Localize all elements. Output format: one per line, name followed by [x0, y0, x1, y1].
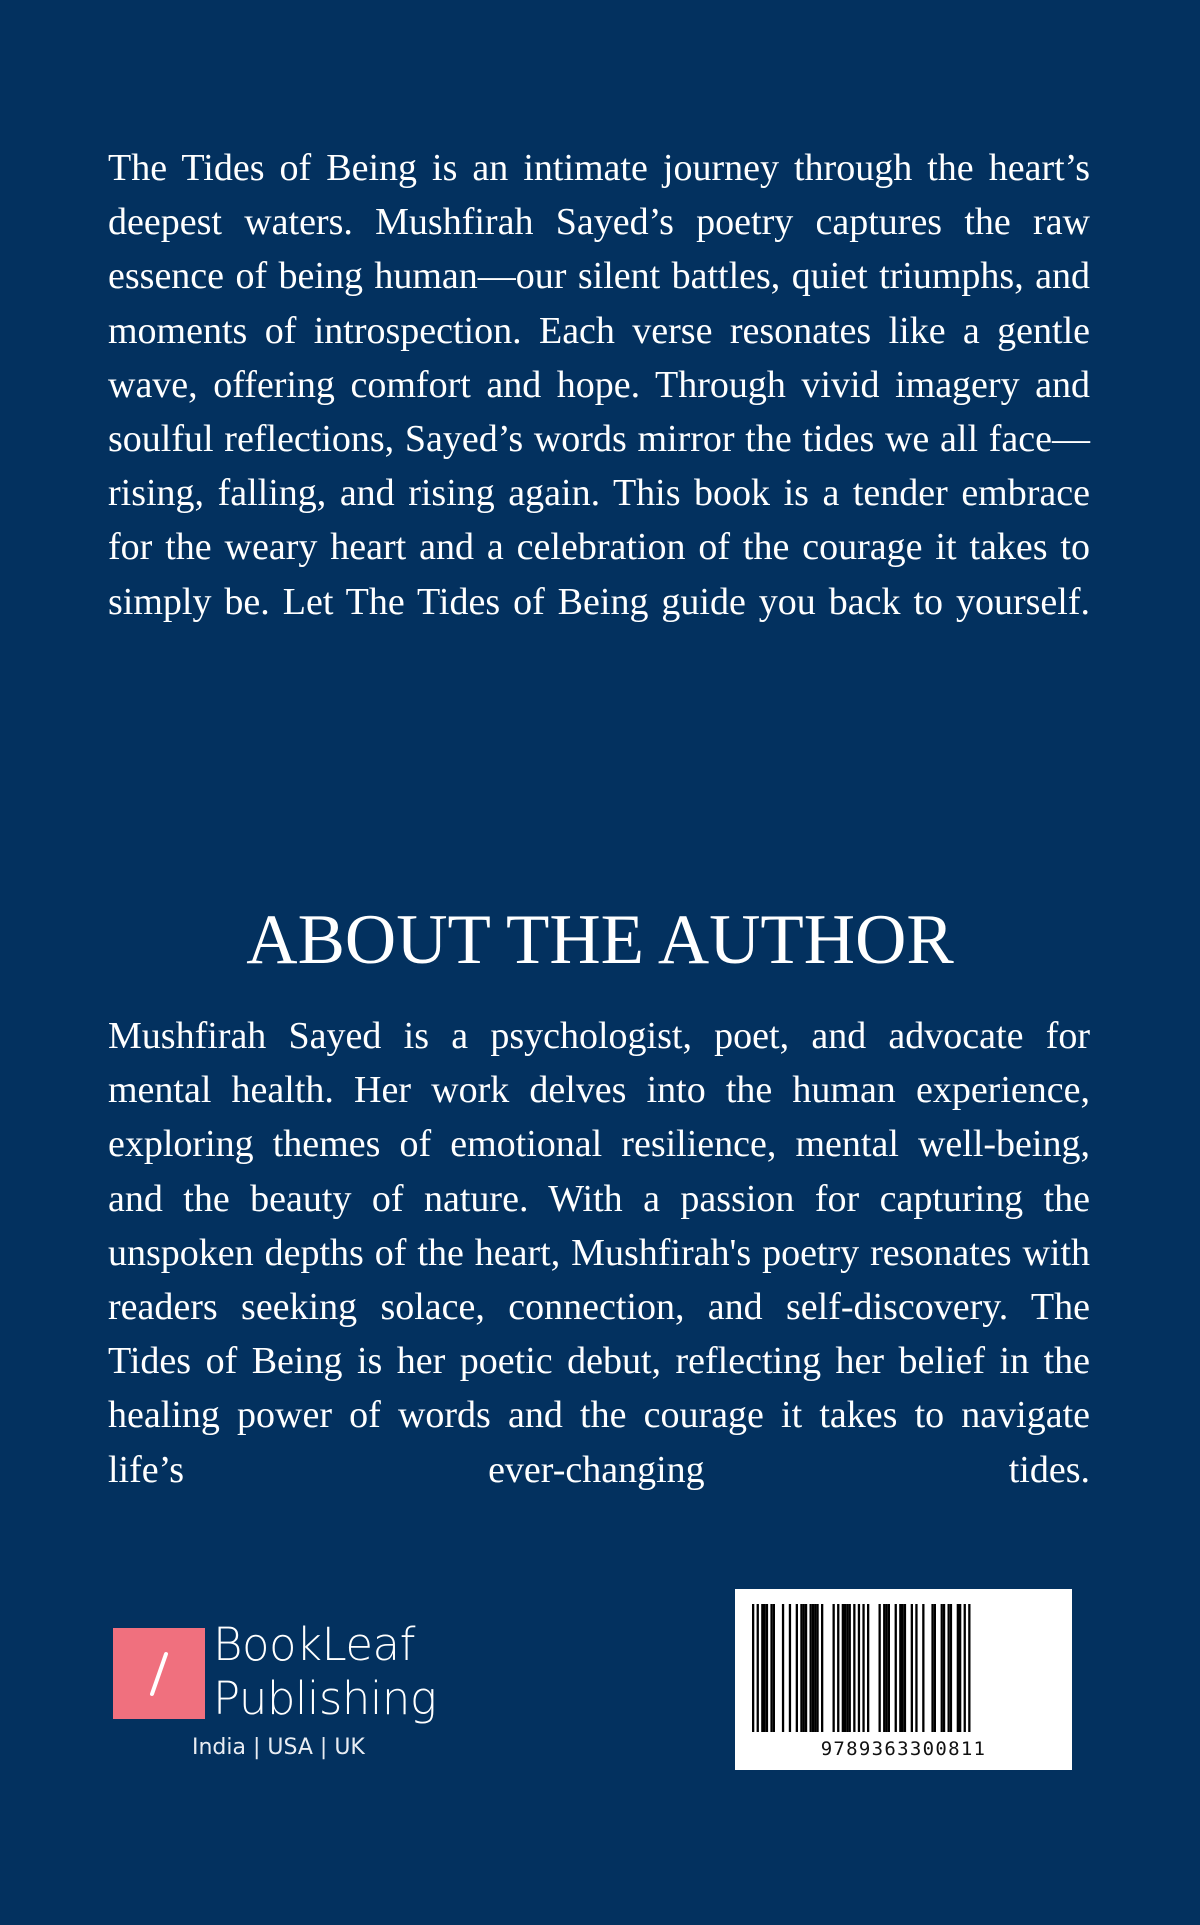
- barcode-bar: [837, 1604, 839, 1732]
- isbn-number: 9789363300811: [820, 1738, 987, 1760]
- author-bio: Mushfirah Sayed is a psychologist, poet, and advocate for mental health. Her work delves into the human experience, exploring themes of emotional resilience, mental well-being, and the beauty of nature. With a passion for capturing the unspoken depths of the heart, Mushfirah's poetry resonates with readers seeking solace, connection, and self-discovery. The Tides of Being is her poetic debut, reflecting her belief in the healing power of words and the courage it takes to navigate life’s ever-changing tides.: [108, 1015, 1090, 1491]
- barcode-bar: [948, 1604, 950, 1732]
- barcode-bar: [846, 1604, 848, 1732]
- barcode-bar: [816, 1604, 818, 1732]
- barcode-bar: [805, 1604, 807, 1732]
- publisher-regions: India | USA | UK: [192, 1735, 365, 1760]
- barcode-bar: [814, 1604, 816, 1732]
- slash-mark-icon: [113, 1628, 205, 1719]
- barcode-bar: [968, 1604, 970, 1732]
- barcode-bar: [885, 1604, 887, 1732]
- barcode-bar: [941, 1604, 943, 1732]
- barcode-bar: [862, 1604, 864, 1732]
- barcode-bar: [902, 1604, 904, 1732]
- barcode-bar: [812, 1604, 814, 1732]
- isbn-barcode: [735, 1589, 1072, 1770]
- barcode-bar: [964, 1604, 966, 1732]
- publisher-name-line2: Publishing: [213, 1672, 437, 1725]
- about-author-heading: ABOUT THE AUTHOR: [246, 901, 954, 979]
- barcode-bar: [922, 1604, 924, 1732]
- barcode-bar: [950, 1604, 952, 1732]
- barcode-bar: [773, 1604, 775, 1732]
- barcode-bar: [766, 1604, 768, 1732]
- barcode-bar: [934, 1604, 936, 1732]
- barcode-bar: [879, 1604, 881, 1732]
- barcode-bar: [833, 1604, 835, 1732]
- barcode-bar: [883, 1604, 885, 1732]
- barcode-bar: [821, 1604, 823, 1732]
- barcode-bar: [899, 1604, 901, 1732]
- barcode-bar: [858, 1604, 860, 1732]
- barcode-bar: [895, 1604, 897, 1732]
- barcode-bar: [943, 1604, 945, 1732]
- publisher-name: [213, 1618, 436, 1726]
- barcode-bar: [803, 1604, 805, 1732]
- barcode-bar: [757, 1604, 759, 1732]
- book-blurb: The Tides of Being is an intimate journey through the heart’s deepest waters. Mushfirah Sayed’s poetry captures the raw essence of being human—our silent battles, quiet triumphs, and moments of introspection. Each verse resonates like a gentle wave, offering comfort and hope. Through vivid imagery and soulful reflections, Sayed’s words mirror the tides we all face—rising, falling, and rising again. This book is a tender embrace for the weary heart and a celebration of the courage it takes to simply be. Let The Tides of Being guide you back to yourself.: [108, 147, 1090, 623]
- barcode-bar: [770, 1604, 772, 1732]
- publisher-name-line1: BookLeaf: [213, 1618, 415, 1671]
- barcode-bar: [888, 1604, 890, 1732]
- barcode-bar: [904, 1604, 906, 1732]
- barcode-bar: [782, 1604, 784, 1732]
- barcode-bar: [915, 1604, 917, 1732]
- barcode-bar: [959, 1604, 961, 1732]
- barcode-bar: [789, 1604, 791, 1732]
- barcode-bar: [844, 1604, 846, 1732]
- barcode-bar: [764, 1604, 766, 1732]
- barcode-bar: [761, 1604, 763, 1732]
- barcode-bar: [853, 1604, 855, 1732]
- publisher-logo: [113, 1618, 473, 1774]
- barcode-bar: [752, 1604, 754, 1732]
- barcode-bar: [957, 1604, 959, 1732]
- barcode-bar: [810, 1604, 812, 1732]
- barcode-bar: [849, 1604, 851, 1732]
- barcode-bar: [842, 1604, 844, 1732]
- barcode-bar: [911, 1604, 913, 1732]
- barcode-bar: [796, 1604, 798, 1732]
- barcode-bar: [800, 1604, 802, 1732]
- barcode-bar: [867, 1604, 869, 1732]
- barcode-bar: [931, 1604, 933, 1732]
